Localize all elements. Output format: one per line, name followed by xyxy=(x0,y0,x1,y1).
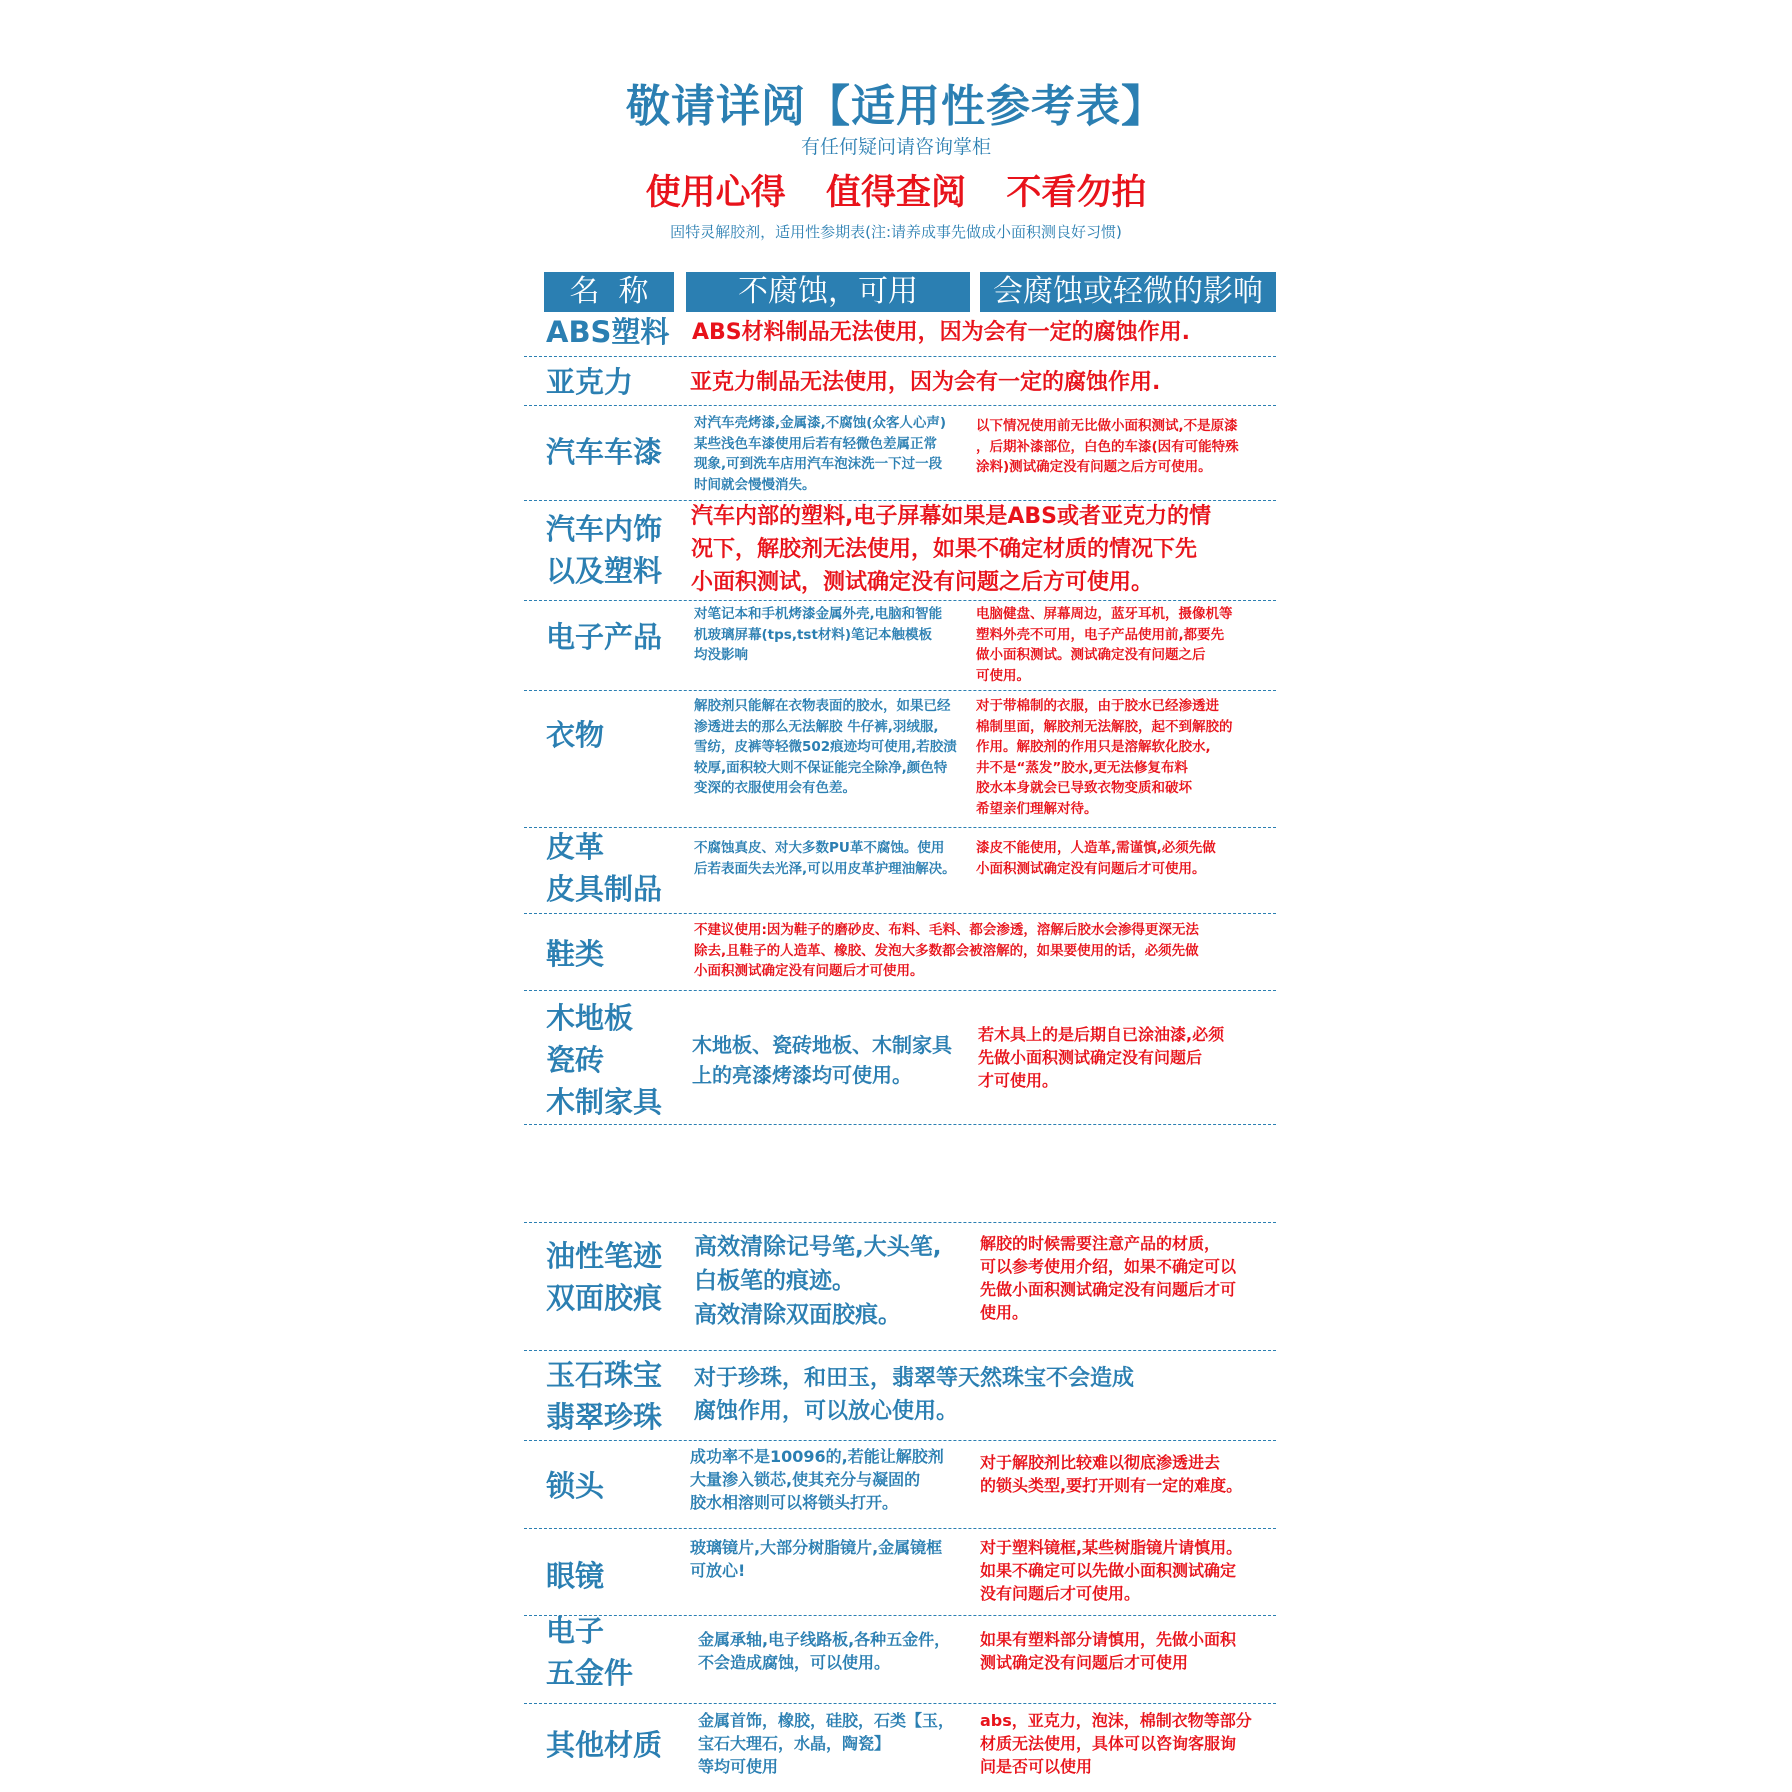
row-divider xyxy=(524,1222,1276,1223)
row-name-hardware: 电子 五金件 xyxy=(546,1614,634,1690)
row-name-clothes: 衣物 xyxy=(546,718,605,752)
row-name-leather: 皮革 皮具制品 xyxy=(546,830,663,906)
row-warn-oil-pen: 解胶的时候需要注意产品的材质， 可以参考使用介绍，如果不确定可以 先做小面积测试确定没有问题后才可 使用。 xyxy=(980,1234,1237,1322)
column-header-ok: 不腐蚀，可用 xyxy=(686,272,970,312)
row-warn-others: abs，亚克力，泡沫，棉制衣物等部分 材质无法使用，具体可以咨询客服询 问是否可以使用 xyxy=(980,1711,1252,1776)
row-divider xyxy=(524,1350,1276,1351)
row-ok-jewelry: 对于珍珠，和田玉，翡翠等天然珠宝不会造成 腐蚀作用，可以放心使用。 xyxy=(694,1366,1135,1424)
row-ok-leather: 不腐蚀真皮、对大多数PU革不腐蚀。使用 后若表面失去光泽,可以用皮革护理油解决。 xyxy=(694,840,956,877)
row-name-others: 其他材质 xyxy=(546,1728,663,1762)
row-divider xyxy=(524,600,1276,601)
row-warn-locks: 对于解胶剂比较难以彻底渗透进去 的锁头类型,要打开则有一定的难度。 xyxy=(980,1453,1243,1495)
slogan: 使用心得 值得查阅 不看勿拍 xyxy=(645,173,1147,213)
row-divider xyxy=(524,1440,1276,1441)
row-name-car-paint: 汽车车漆 xyxy=(546,435,663,469)
row-divider xyxy=(524,913,1276,914)
row-ok-oil-pen: 高效清除记号笔,大头笔, 白板笔的痕迹。 高效清除双面胶痕。 xyxy=(694,1234,942,1328)
row-divider xyxy=(524,1124,1276,1125)
row-ok-others: 金属首饰，橡胶，硅胶，石类【玉， 宝石大理石，水晶，陶瓷】 等均可使用 xyxy=(698,1711,955,1776)
row-warn-clothes: 对于带棉制的衣服，由于胶水已经渗透进 棉制里面，解胶剂无法解胶，起不到解胶的 作用。解胶剂的作用只是溶解软化胶水, 井不是“蒸发”胶水,更无法修复布料 胶水本身就会已导致衣物变质和破坏 希望亲们理解对待。 xyxy=(976,698,1233,817)
row-ok-electronics: 对笔记本和手机烤漆金属外壳,电脑和智能 机玻璃屏幕(tps,tst材料)笔记本触模板 均没影响 xyxy=(694,606,943,663)
row-name-jewelry: 玉石珠宝 翡翠珍珠 xyxy=(546,1358,663,1434)
row-divider xyxy=(524,1703,1276,1704)
row-divider xyxy=(524,356,1276,357)
row-ok-hardware: 金属承轴,电子线路板,各种五金件， 不会造成腐蚀，可以使用。 xyxy=(698,1630,951,1672)
row-ok-locks: 成功率不是10096的,若能让解胶剂 大量渗入锁芯,使其充分与凝固的 胶水相溶则可以将锁头打开。 xyxy=(690,1447,944,1512)
row-ok-clothes: 解胶剂只能解在衣物表面的胶水，如果已经 渗透进去的那么无法解胶 牛仔裤,羽绒服, 雪纺，皮裤等轻微502痕迹均可使用,若胶渍 较厚,面积较大则不保证能完全除净,颜色特 变深的衣服使用会有色差。 xyxy=(694,698,957,796)
row-divider xyxy=(524,1528,1276,1529)
usage-note: 固特灵解胶剂，适用性参期表(注:请养成事先做成小面积测良好习惯) xyxy=(670,223,1122,241)
row-name-wood: 木地板 瓷砖 木制家具 xyxy=(546,1001,663,1119)
row-name-acrylic: 亚克力 xyxy=(546,365,634,399)
row-ok-wood: 木地板、瓷砖地板、木制家具 上的亮漆烤漆均可使用。 xyxy=(692,1033,952,1087)
row-warn-leather: 漆皮不能使用，人造革,需谨慎,必须先做 小面积测试确定没有问题后才可使用。 xyxy=(976,840,1216,877)
row-divider xyxy=(524,405,1276,406)
column-header-name: 名 称 xyxy=(544,272,674,312)
row-name-oil-pen: 油性笔迹 双面胶痕 xyxy=(546,1239,663,1315)
row-divider xyxy=(524,690,1276,691)
subtitle: 有任何疑问请咨询掌柜 xyxy=(800,136,991,158)
row-divider xyxy=(524,990,1276,991)
row-note-acrylic: 亚克力制品无法使用，因为会有一定的腐蚀作用. xyxy=(690,370,1161,395)
row-note-abs: ABS材料制品无法使用，因为会有一定的腐蚀作用. xyxy=(692,320,1190,345)
page-title: 敬请详阅【适用性参考表】 xyxy=(626,81,1166,132)
row-name-glasses: 眼镜 xyxy=(546,1559,605,1593)
row-name-shoes: 鞋类 xyxy=(546,937,605,971)
row-warn-electronics: 电脑健盘、屏幕周边，蓝牙耳机，摄像机等 塑料外壳不可用，电子产品使用前,都要先 做小面积测试。测试确定没有问题之后 可使用。 xyxy=(976,606,1233,684)
row-name-abs: ABS塑料 xyxy=(546,315,670,349)
row-name-car-interior: 汽车内饰 以及塑料 xyxy=(546,512,663,588)
row-ok-car-paint: 对汽车壳烤漆,金属漆,不腐蚀(众客人心声) 某些浅色车漆使用后若有轻微色差属正常 现象,可到洗车店用汽车泡沫洗一下过一段 时间就会慢慢消失。 xyxy=(694,415,947,493)
row-warn-hardware: 如果有塑料部分请慎用，先做小面积 测试确定没有问题后才可使用 xyxy=(980,1630,1237,1672)
column-header-warn: 会腐蚀或轻微的影响 xyxy=(980,272,1276,312)
row-note-car-interior: 汽车内部的塑料,电子屏幕如果是ABS或者亚克力的情 况下，解胶剂无法使用，如果不确定材质的情况下先 小面积测试，测试确定没有问题之后方可使用。 xyxy=(691,504,1211,595)
row-warn-car-paint: 以下情况使用前无比做小面积测试,不是原漆 ，后期补漆部位，白色的车漆(因有可能特殊 涂料)测试确定没有问题之后方可使用。 xyxy=(976,418,1239,475)
row-name-electronics: 电子产品 xyxy=(546,620,663,654)
row-ok-glasses: 玻璃镜片,大部分树脂镜片,金属镜框 可放心! xyxy=(690,1538,943,1580)
row-warn-wood: 若木具上的是后期自已涂油漆,必须 先做小面积测试确定没有问题后 才可使用。 xyxy=(978,1025,1225,1090)
row-warn-glasses: 对于塑料镜框,某些树脂镜片请慎用。 如果不确定可以先做小面积测试确定 没有问题后才可使用。 xyxy=(980,1538,1243,1603)
row-note-shoes: 不建议使用:因为鞋子的磨砂皮、布料、毛料、都会渗透，溶解后胶水会渗得更深无法 除去,且鞋子的人造革、橡胶、发泡大多数都会被溶解的，如果要使用的话，必须先做 小面积测试确定没有问题后才可使用。 xyxy=(694,922,1199,979)
row-name-locks: 锁头 xyxy=(546,1469,605,1503)
